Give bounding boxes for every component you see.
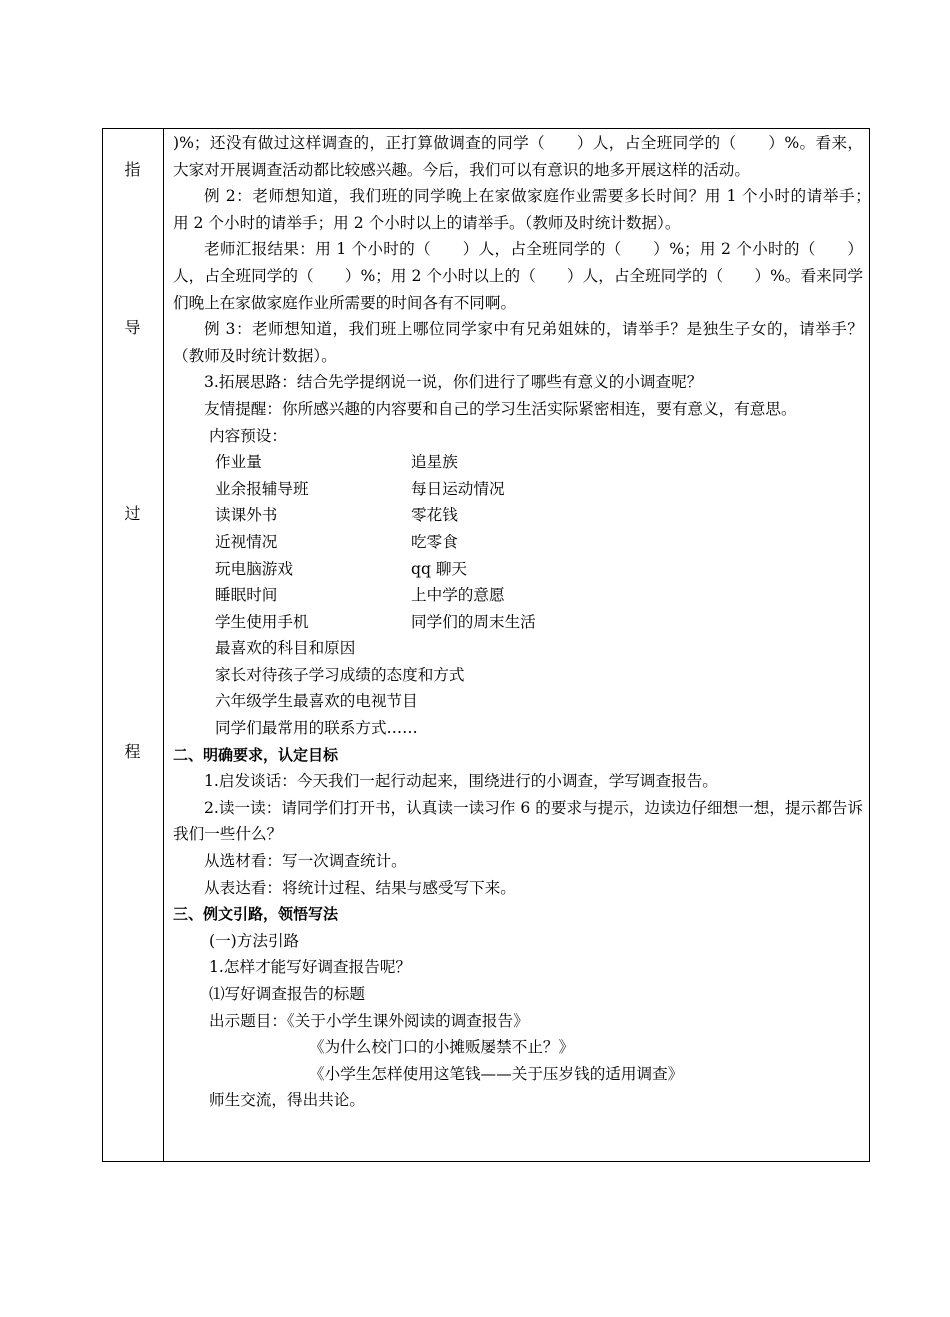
preset-item: 零花钱 — [411, 506, 458, 525]
lesson-content — [173, 130, 879, 1114]
preset-item: 追星族 — [411, 453, 458, 472]
example-title: 《关于小学生课外阅读的调查报告》 — [286, 1011, 529, 1030]
preset-item: 业余报辅导班 — [215, 479, 309, 498]
example-title: 《小学生怎样使用这笔钱——关于压岁钱的适用调查》 — [309, 1064, 684, 1083]
paragraph-survey-result: )%；还没有做过这样调查的，正打算做调查的同学（ ）人，占全班同学的（ ）%。看来，大家对开展调查活动都比较感兴趣。今后，我们可以有意识的地多开展这样的活动。 — [173, 134, 863, 179]
preset-item: 作业量 — [215, 453, 262, 472]
section-3-paragraph: ⑴写好调查报告的标题 — [209, 985, 365, 1003]
preset-row — [173, 556, 863, 583]
side-label-char: 导 — [124, 318, 141, 337]
preset-item: 同学们的周末生活 — [411, 612, 536, 631]
preset-row — [173, 609, 863, 636]
preset-item: 家长对待孩子学习成绩的态度和方式 — [215, 665, 465, 684]
side-label-char: 程 — [124, 742, 141, 761]
preset-row — [173, 529, 863, 556]
preset-item: 学生使用手机 — [215, 612, 309, 631]
section-3-heading: 三、例文引路，领悟写法 — [173, 905, 339, 924]
preset-item: 最喜欢的科目和原因 — [215, 639, 356, 658]
section-2-paragraph: 2.读一读：请同学们打开书，认真读一读习作 6 的要求与提示，边读边仔细想一想，提示都告诉我们一些什么？ — [173, 798, 863, 844]
paragraph-friendly-tip: 友情提醒：你所感兴趣的内容要和自己的学习生活实际紧密相连，要有意义，有意思。 — [204, 399, 797, 418]
preset-row — [173, 449, 863, 476]
column-divider — [163, 128, 164, 1162]
preset-row — [173, 582, 863, 609]
preset-item: 吃零食 — [411, 532, 458, 551]
section-2-paragraph: 从选材看：写一次调查统计。 — [204, 852, 407, 871]
paragraph-example-2: 例 2：老师想知道，我们班的同学晚上在家做家庭作业需要多长时间？用 1 个小时的请举手； 用 2 个小时的请举手；用 2 个小时以上的请举手。（教师及时统计数据）。 — [173, 187, 879, 232]
preset-item: 近视情况 — [215, 532, 278, 551]
preset-row — [173, 502, 863, 529]
preset-item: 六年级学生最喜欢的电视节目 — [215, 692, 418, 711]
section-2-heading: 二、明确要求，认定目标 — [173, 745, 339, 764]
preset-item: 玩电脑游戏 — [215, 559, 293, 578]
side-label-char: 指 — [124, 160, 141, 179]
section-2-paragraph: 从表达看：将统计过程、结果与感受写下来。 — [204, 878, 516, 897]
example-title: 《为什么校门口的小摊贩屡禁不止？》 — [309, 1038, 575, 1057]
preset-item: 睡眠时间 — [215, 586, 278, 605]
titles-label: 出示题目： — [209, 1011, 287, 1030]
side-label-char: 过 — [124, 504, 141, 523]
paragraph-teacher-report: 老师汇报结果：用 1 个小时的（ ）人，占全班同学的（ ）%；用 2 个小时的（ ）人，占全班同学的（ ）%；用 2 个小时以上的（ ）人，占全班同学的（ ）%。看来同学们晚上在家做家庭作业所需要的时间各有不同啊。 — [173, 240, 863, 312]
preset-item: qq 聊天 — [411, 559, 468, 578]
preset-item: 同学们最常用的联系方式…… — [215, 719, 418, 738]
section-2-paragraph: 1.启发谈话：今天我们一起行动起来，围绕进行的小调查，学写调查报告。 — [204, 772, 718, 791]
paragraph-expand-thinking: 3.拓展思路：结合先学提纲说一说，你们进行了哪些有意义的小调查呢？ — [204, 373, 703, 392]
preset-row — [173, 476, 863, 503]
section-3-paragraph: 1.怎样才能写好调查报告呢？ — [209, 958, 412, 977]
section-3-paragraph — [173, 1008, 863, 1035]
preset-item: 上中学的意愿 — [411, 586, 505, 605]
paragraph-example-3: 例 3：老师想知道，我们班上哪位同学家中有兄弟姐妹的，请举手？是独生子女的，请举手？（教师及时统计数据）。 — [173, 320, 863, 365]
preset-item: 读课外书 — [215, 506, 278, 525]
section-3-paragraph: 师生交流，得出共论。 — [209, 1091, 365, 1110]
section-3-paragraph: (一)方法引路 — [209, 931, 300, 950]
preset-item: 每日运动情况 — [411, 479, 505, 498]
preset-label: 内容预设： — [209, 426, 287, 445]
